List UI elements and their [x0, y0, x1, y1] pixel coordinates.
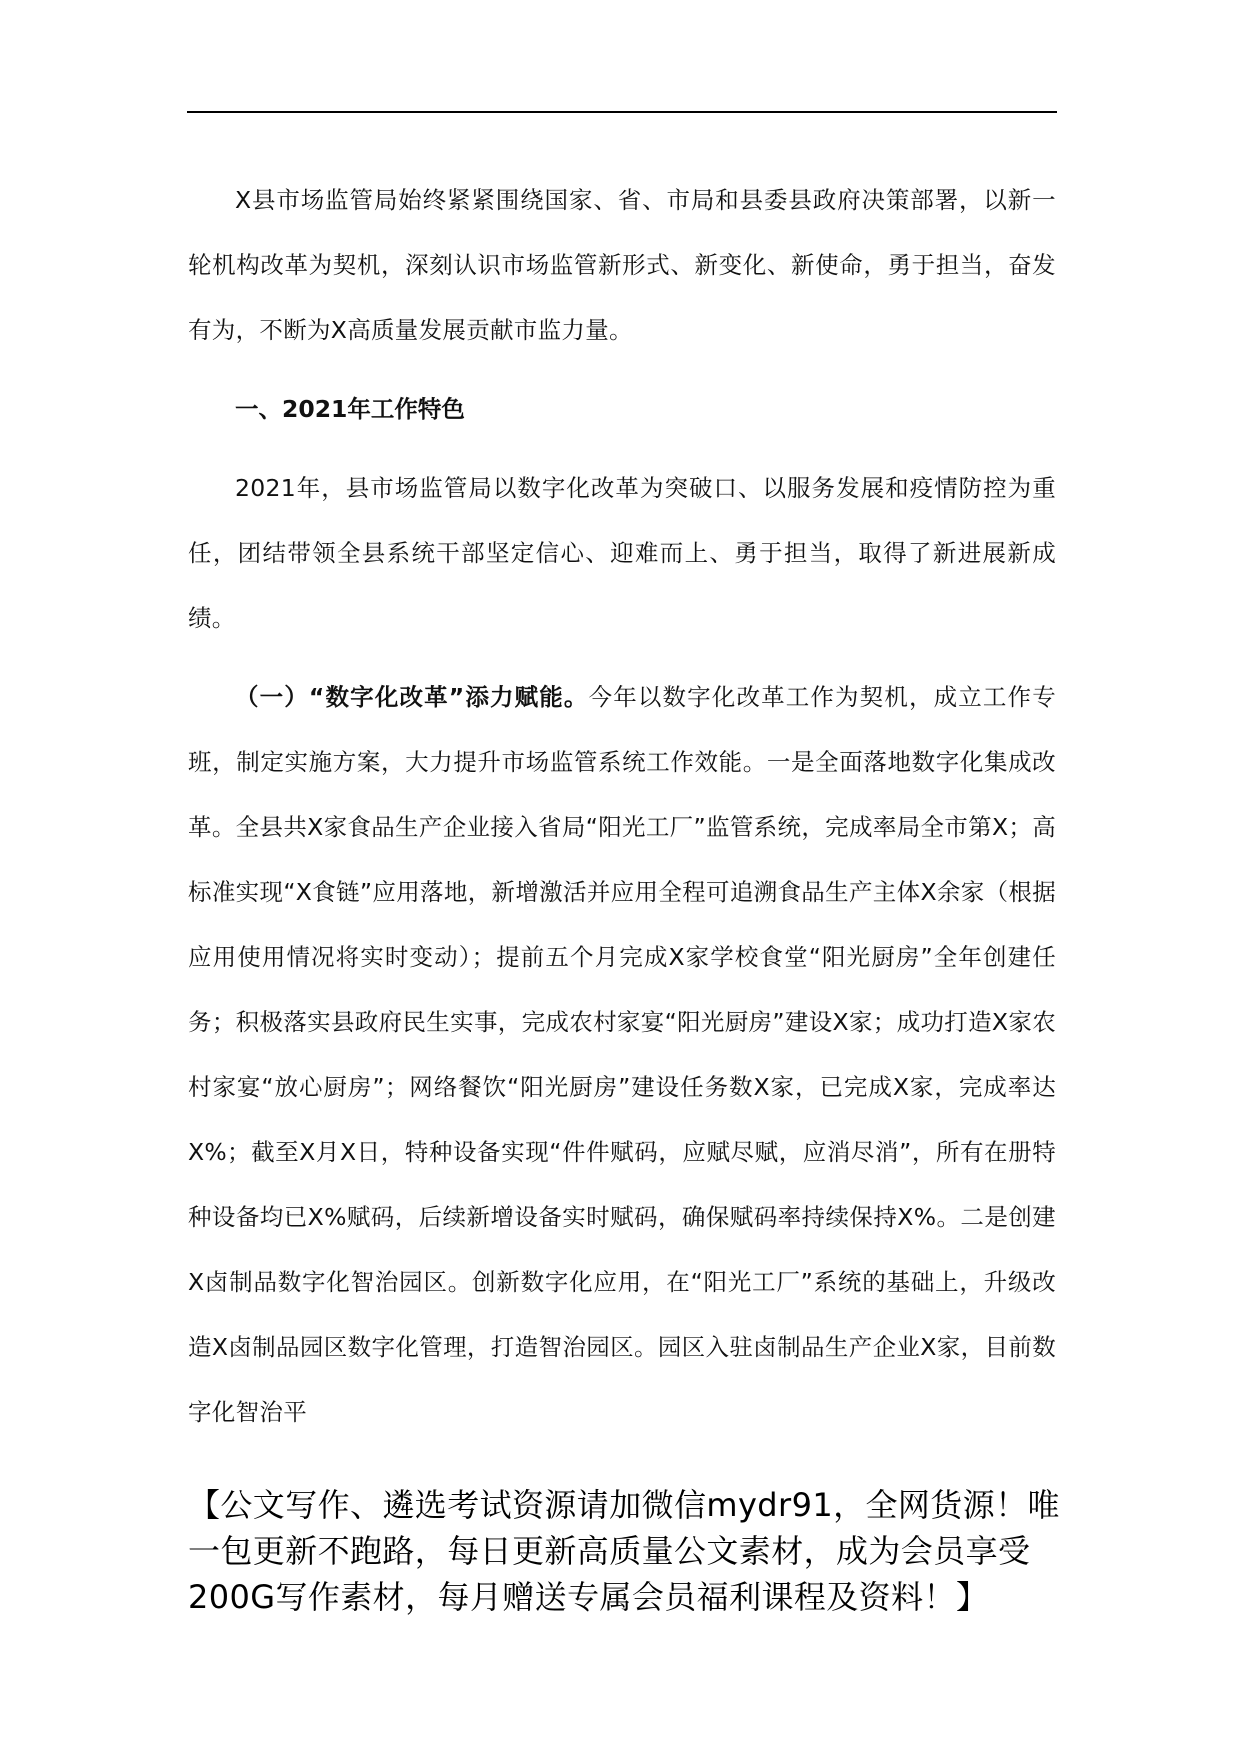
section-heading: 一、2021年工作特色	[235, 395, 465, 423]
subsection-paragraph	[188, 665, 1056, 1445]
section-paragraph: 2021年，县市场监管局以数字化改革为突破口、以服务发展和疫情防控为重任，团结带领全县系统干部坚定信心、迎难而上、勇于担当，取得了新进展新成绩。	[188, 474, 1056, 632]
document-body	[188, 168, 1056, 1445]
subsection-lead: （一）“数字化改革”添力赋能。	[235, 683, 589, 711]
promo-note: 【公文写作、遴选考试资源请加微信mydr91，全网货源！唯一包更新不跑路，每日更新高质量公文素材，成为会员享受200G写作素材，每月赠送专属会员福利课程及资料！】	[188, 1486, 1060, 1616]
header-rule	[187, 111, 1057, 113]
intro-paragraph: X县市场监管局始终紧紧围绕国家、省、市局和县委县政府决策部署，以新一轮机构改革为契机，深刻认识市场监管新形式、新变化、新使命，勇于担当，奋发有为，不断为X高质量发展贡献市监力量。	[188, 186, 1056, 344]
subsection-body: 今年以数字化改革工作为契机，成立工作专班，制定实施方案，大力提升市场监管系统工作效能。一是全面落地数字化集成改革。全县共X家食品生产企业接入省局“阳光工厂”监管系统，完成率局全市第X；高标准实现“X食链”应用落地，新增激活并应用全程可追溯食品生产主体X余家（根据应用使用情况将实时变动）；提前五个月完成X家学校食堂“阳光厨房”全年创建任务；积极落实县政府民生实事，完成农村家宴“阳光厨房”建设X家；成功打造X家农村家宴“放心厨房”；网络餐饮“阳光厨房”建设任务数X家，已完成X家，完成率达X%；截至X月X日，特种设备实现“件件赋码，应赋尽赋，应消尽消”，所有在册特种设备均已X%赋码，后续新增设备实时赋码，确保赋码率持续保持X%。二是创建X卤制品数字化智治园区。创新数字化应用，在“阳光工厂”系统的基础上，升级改造X卤制品园区数字化管理，打造智治园区。园区入驻卤制品生产企业X家，目前数字化智治平	[188, 683, 1056, 1426]
